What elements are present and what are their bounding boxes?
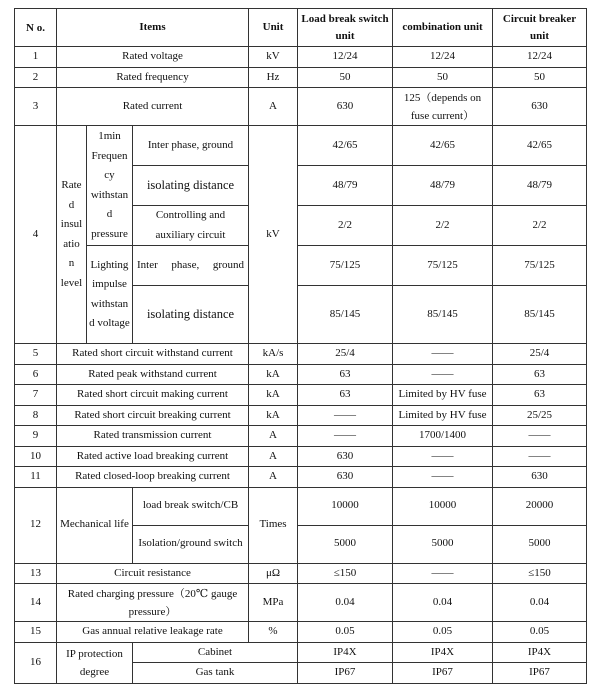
row-item: Circuit resistance — [57, 563, 249, 584]
cell-load-break: —— — [298, 405, 393, 426]
row-item: Gas annual relative leakage rate — [57, 622, 249, 643]
row-no: 9 — [15, 426, 57, 447]
cell-combination: 0.05 — [393, 622, 493, 643]
cell-load-break: 630 — [298, 88, 393, 126]
cell-combination: IP67 — [393, 663, 493, 684]
cell-circuit-breaker: 0.05 — [493, 622, 587, 643]
cell-load-break: 25/4 — [298, 344, 393, 365]
cell-circuit-breaker: 25/25 — [493, 405, 587, 426]
cell-combination: 75/125 — [393, 246, 493, 286]
row-item: Rated short circuit breaking current — [57, 405, 249, 426]
row-unit: kA — [249, 405, 298, 426]
cell-load-break: 630 — [298, 467, 393, 488]
cell-load-break: 63 — [298, 385, 393, 406]
row-no: 10 — [15, 446, 57, 467]
row-item: Rated peak withstand current — [57, 364, 249, 385]
row-item: Rated short circuit making current — [57, 385, 249, 406]
cell-load-break: 50 — [298, 67, 393, 88]
row-unit: kA — [249, 364, 298, 385]
cell-load-break: IP67 — [298, 663, 393, 684]
table-row — [15, 88, 587, 126]
spec-table — [14, 8, 587, 684]
table-row — [15, 487, 587, 525]
table-row — [15, 364, 587, 385]
row-item: Rated transmission current — [57, 426, 249, 447]
cell-combination: —— — [393, 467, 493, 488]
cell-combination: 48/79 — [393, 166, 493, 206]
table-row — [15, 67, 587, 88]
header-circuit-breaker: Circuit breaker unit — [493, 9, 587, 47]
cell-circuit-breaker: 75/125 — [493, 246, 587, 286]
row-unit: A — [249, 467, 298, 488]
cell-combination: 50 — [393, 67, 493, 88]
table-row — [15, 563, 587, 584]
cell-combination: IP4X — [393, 642, 493, 663]
row-group-label: Rate d insul atio n level — [57, 126, 87, 344]
row-sub-item: Controlling and auxiliary circuit — [133, 206, 249, 246]
table-row — [15, 344, 587, 365]
row-unit: kV — [249, 47, 298, 68]
table-row — [15, 385, 587, 406]
cell-circuit-breaker: 85/145 — [493, 286, 587, 344]
table-header-row — [15, 9, 587, 47]
row-item: Mechanical life — [57, 487, 133, 563]
row-no: 3 — [15, 88, 57, 126]
row-no: 1 — [15, 47, 57, 68]
row-item: Rated voltage — [57, 47, 249, 68]
cell-load-break: 630 — [298, 446, 393, 467]
cell-combination: —— — [393, 364, 493, 385]
row-unit: % — [249, 622, 298, 643]
cell-circuit-breaker: 63 — [493, 364, 587, 385]
row-item: Rated current — [57, 88, 249, 126]
table-row — [15, 126, 587, 166]
row-unit: Hz — [249, 67, 298, 88]
cell-circuit-breaker: 48/79 — [493, 166, 587, 206]
cell-combination: 125（depends on fuse current） — [393, 88, 493, 126]
cell-circuit-breaker: —— — [493, 446, 587, 467]
header-load-break: Load break switch unit — [298, 9, 393, 47]
table-row — [15, 47, 587, 68]
cell-combination: —— — [393, 446, 493, 467]
cell-circuit-breaker: 25/4 — [493, 344, 587, 365]
cell-combination: —— — [393, 563, 493, 584]
cell-load-break: 5000 — [298, 525, 393, 563]
cell-combination: 5000 — [393, 525, 493, 563]
cell-circuit-breaker: IP4X — [493, 642, 587, 663]
cell-combination: 42/65 — [393, 126, 493, 166]
row-sub-item: Inter phase, ground — [133, 126, 249, 166]
cell-load-break: ≤150 — [298, 563, 393, 584]
cell-load-break: 0.05 — [298, 622, 393, 643]
cell-combination: 1700/1400 — [393, 426, 493, 447]
row-sub-item: isolating distance — [133, 166, 249, 206]
table-row — [15, 467, 587, 488]
row-item: Rated short circuit withstand current — [57, 344, 249, 365]
row-sub-item: Gas tank — [133, 663, 298, 684]
cell-combination: 2/2 — [393, 206, 493, 246]
table-row — [15, 446, 587, 467]
cell-load-break: 12/24 — [298, 47, 393, 68]
row-unit: MPa — [249, 584, 298, 622]
row-sub-item: load break switch/CB — [133, 487, 249, 525]
cell-combination: 85/145 — [393, 286, 493, 344]
cell-circuit-breaker: 2/2 — [493, 206, 587, 246]
row-sub-item: Inter phase, ground — [133, 246, 249, 286]
row-item: Rated frequency — [57, 67, 249, 88]
row-sub-item: isolating distance — [133, 286, 249, 344]
cell-combination: —— — [393, 344, 493, 365]
cell-load-break: 0.04 — [298, 584, 393, 622]
row-unit: A — [249, 88, 298, 126]
cell-combination: 12/24 — [393, 47, 493, 68]
cell-load-break: 42/65 — [298, 126, 393, 166]
row-item: Rated active load breaking current — [57, 446, 249, 467]
cell-circuit-breaker: 12/24 — [493, 47, 587, 68]
row-unit: kV — [249, 126, 298, 344]
table-row — [15, 584, 587, 622]
cell-circuit-breaker: 0.04 — [493, 584, 587, 622]
cell-circuit-breaker: 50 — [493, 67, 587, 88]
cell-circuit-breaker: 5000 — [493, 525, 587, 563]
row-item: Rated closed-loop breaking current — [57, 467, 249, 488]
cell-circuit-breaker: ≤150 — [493, 563, 587, 584]
row-no: 12 — [15, 487, 57, 563]
row-no: 14 — [15, 584, 57, 622]
row-no: 7 — [15, 385, 57, 406]
header-unit: Unit — [249, 9, 298, 47]
cell-combination: 10000 — [393, 487, 493, 525]
cell-circuit-breaker: 20000 — [493, 487, 587, 525]
table-row — [15, 246, 587, 286]
cell-circuit-breaker: 42/65 — [493, 126, 587, 166]
table-row — [15, 642, 587, 663]
row-no: 13 — [15, 563, 57, 584]
table-row — [15, 426, 587, 447]
cell-load-break: 48/79 — [298, 166, 393, 206]
row-unit: kA/s — [249, 344, 298, 365]
cell-circuit-breaker: —— — [493, 426, 587, 447]
header-items: Items — [57, 9, 249, 47]
cell-circuit-breaker: 630 — [493, 467, 587, 488]
row-no: 6 — [15, 364, 57, 385]
row-unit: A — [249, 426, 298, 447]
cell-combination: Limited by HV fuse — [393, 385, 493, 406]
row-no: 5 — [15, 344, 57, 365]
cell-combination: 0.04 — [393, 584, 493, 622]
cell-load-break: 75/125 — [298, 246, 393, 286]
cell-load-break: 10000 — [298, 487, 393, 525]
row-sub-item: Cabinet — [133, 642, 298, 663]
spec-table-container — [14, 8, 586, 684]
cell-circuit-breaker: IP67 — [493, 663, 587, 684]
cell-load-break: IP4X — [298, 642, 393, 663]
row-sub-label: Lighting impulse withstan d voltage — [87, 246, 133, 344]
cell-load-break: 63 — [298, 364, 393, 385]
cell-combination: Limited by HV fuse — [393, 405, 493, 426]
row-no: 16 — [15, 642, 57, 683]
cell-load-break: 2/2 — [298, 206, 393, 246]
cell-circuit-breaker: 63 — [493, 385, 587, 406]
row-no: 4 — [15, 126, 57, 344]
header-combination: combination unit — [393, 9, 493, 47]
row-no: 8 — [15, 405, 57, 426]
table-row — [15, 622, 587, 643]
row-unit: A — [249, 446, 298, 467]
row-no: 15 — [15, 622, 57, 643]
row-unit: Times — [249, 487, 298, 563]
row-sub-label: 1min Frequen cy withstan d pressure — [87, 126, 133, 246]
row-unit: μΩ — [249, 563, 298, 584]
row-no: 11 — [15, 467, 57, 488]
cell-load-break: —— — [298, 426, 393, 447]
row-sub-item: Isolation/ground switch — [133, 525, 249, 563]
header-no: N o. — [15, 9, 57, 47]
table-row — [15, 405, 587, 426]
row-item: Rated charging pressure（20℃ gauge pressure） — [57, 584, 249, 622]
cell-load-break: 85/145 — [298, 286, 393, 344]
row-item: IP protection degree — [57, 642, 133, 683]
row-unit: kA — [249, 385, 298, 406]
row-no: 2 — [15, 67, 57, 88]
cell-circuit-breaker: 630 — [493, 88, 587, 126]
